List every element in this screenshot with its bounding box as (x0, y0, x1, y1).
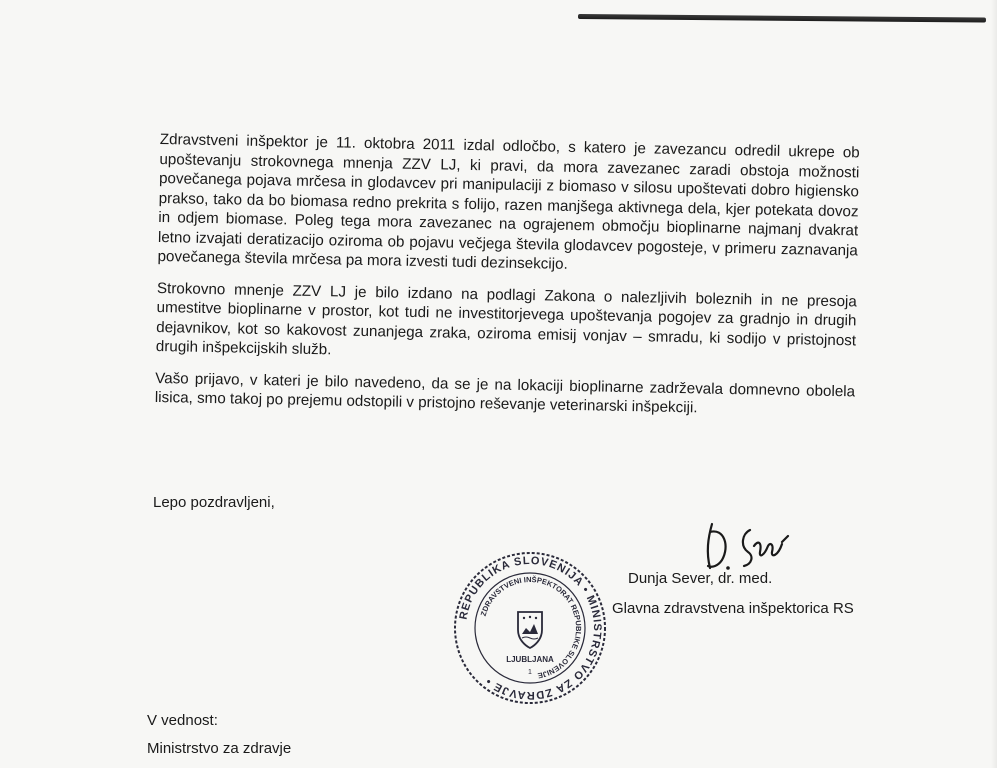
paragraph-report-referral: Vašo prijavo, v kateri je bilo navedeno, da se je na lokaciji bioplinarne zadrževala domnevno obolela lisica, smo takoj po prejemu odstopili v pristojno reševanje veterinarski inšpekciji. (154, 369, 856, 417)
top-rule-line (578, 14, 986, 23)
paragraph-inspection-decision: Zdravstveni inšpektor je 11. oktobra 2011 izdal odločbo, s katero je zavezancu odredil ukrepe ob upoštevanju strokovnega mnenja ZZV LJ, ki pravi, da mora zavezanec zaradi obstoja možnosti povečanega pojava mrčesa in glodavcev pri manipulaciji z biomaso v silosu upoštevati dobro higiensko prakso, tako da bo biomasa redno prekrita s folijo, razen manjšega aktivnega dela, kjer potekata dovoz in odjem biomase. Poleg tega mora zavezanec na ograjenem območju bioplinarne najmanj dvakrat letno izvajati deratizacijo oziroma ob pojavu večjega števila glodavcev pogosteje, v primeru zaznavanja povečanega števila mrčesa pa mora izvesti tudi dezinsekcijo. (157, 130, 860, 273)
official-stamp-seal (452, 550, 608, 706)
handwritten-signature (698, 516, 794, 576)
cc-label: V vednost: (147, 712, 218, 729)
coat-of-arms-icon (518, 612, 542, 648)
signer-title: Glavna zdravstvena inšpektorica RS (612, 600, 854, 617)
seal-number: 1 (528, 669, 532, 676)
signer-name: Dunja Sever, dr. med. (628, 570, 773, 587)
scan-edge-shadow (991, 0, 997, 768)
letter-body (154, 130, 859, 433)
seal-inner-text: ZDRAVSTVENI INŠPEKTORAT REPUBLIKE SLOVENIJE (478, 574, 584, 681)
greeting: Lepo pozdravljeni, (153, 494, 275, 511)
seal-outer-text: REPUBLIKA SLOVENIJA • MINISTRSTVO ZA ZDRAVJE • (457, 554, 604, 702)
svg-text:ZDRAVSTVENI INŠPEKTORAT REPUBL (479, 575, 583, 680)
cc-recipient: Ministrstvo za zdravje (147, 740, 292, 757)
seal-city: LJUBLJANA (506, 655, 554, 664)
paragraph-expert-opinion: Strokovno mnenje ZZV LJ je bilo izdano na podlagi Zakona o nalezljivih boleznih in ne presoja umestitve bioplinarne v prostor, kot tudi ne investitorjevega upoštevanja pogojev za gradnjo in drugih dejavnikov, kot so kakovost zunanjega zraka, oziroma emisij vonjav – smradu, ki sodijo v pristojnost drugih inšpekcijskih služb. (155, 279, 858, 359)
